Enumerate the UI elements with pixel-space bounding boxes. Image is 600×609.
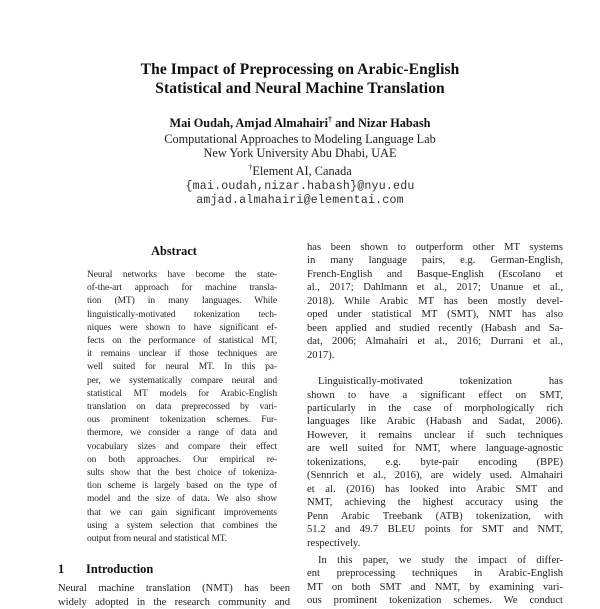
- section-heading-introduction: [58, 562, 290, 577]
- paper-title: [0, 60, 600, 98]
- body-text-line: in many language pairs, e.g. German-English,: [307, 255, 563, 267]
- body-text-line: NMT, achieving the highest accuracy using the: [307, 497, 563, 509]
- abstract-text-line: vocabulary sizes and compare their effect: [87, 441, 277, 452]
- body-text-line: Linguistically-motivated tokenization has: [318, 376, 563, 388]
- body-text-line: 51.2 and 49.7 BLEU points for SMT and NMT,: [307, 524, 563, 536]
- abstract-text-line: linguistically-motivated tokenization tech-: [87, 309, 277, 320]
- body-text-line: al., 2017; Dahlmann et al., 2017; Unanue et al.,: [307, 282, 563, 294]
- body-text-line: particularly in the case of morphologically rich: [307, 402, 563, 414]
- body-paragraph-1: [307, 241, 563, 362]
- author-names: Mai Oudah, Amjad Almahairi: [169, 116, 328, 131]
- abstract-text-line: per, we systematically compare neural and: [87, 375, 277, 386]
- body-paragraph-3: [307, 554, 563, 608]
- abstract-text-line: statistical MT models for Arabic-English: [87, 388, 277, 399]
- body-text-line: 2017).: [307, 349, 335, 361]
- body-text-line: oped under statistical MT (SMT), NMT has also: [307, 309, 563, 321]
- email-nyu: {mai.oudah,nizar.habash}@nyu.edu: [185, 180, 415, 194]
- body-text-line: tokenizations, e.g. byte-pair encoding (BPE): [307, 456, 563, 468]
- body-text-line: are well suited for NMT, where language-agnostic: [307, 443, 563, 455]
- affiliation-element-ai-text: Element AI, Canada: [252, 163, 352, 178]
- body-text-line: ent preprocessing techniques in Arabic-English: [307, 568, 563, 580]
- body-text-line: Penn Arabic Treebank (ATB) tokenization, with: [307, 510, 563, 522]
- body-text-line: widely adopted in the research community and: [58, 596, 290, 608]
- left-column: [58, 241, 290, 609]
- abstract-text-line: Neural networks have become the state-: [87, 270, 277, 280]
- abstract-body: [87, 269, 277, 546]
- affiliation-element-ai: [0, 161, 600, 178]
- abstract-text-line: of-the-art approach for machine transla-: [87, 283, 277, 294]
- affiliation-university: New York University Abu Dhabi, UAE: [203, 146, 397, 161]
- body-text-line: In this paper, we study the impact of differ-: [318, 554, 563, 566]
- abstract-text-line: thermore, we consider a range of data and: [87, 428, 277, 439]
- body-text-line: Neural machine translation (NMT) has been: [58, 583, 290, 595]
- abstract-text-line: tion scheme is largely based on the type of: [87, 481, 277, 492]
- email-elementai: amjad.almahairi@elementai.com: [196, 194, 404, 208]
- body-text-line: (Sennrich et al., 2016), are widely used. Almahairi: [307, 470, 563, 482]
- body-text-line: MT on both SMT and NMT, by examining vari-: [307, 581, 563, 593]
- abstract-text-line: it remains unclear if those techniques are: [87, 349, 277, 360]
- body-text-line: respectively.: [307, 537, 361, 549]
- body-text-line: languages like Arabic (Habash and Sadat, 2006).: [307, 416, 563, 428]
- abstract-text-line: model and the size of data. We also show: [87, 494, 277, 505]
- body-text-line: French-English and Basque-English (Escolano et: [307, 268, 563, 280]
- abstract-text-line: output from neural and statistical MT.: [87, 534, 228, 545]
- body-text-line: ous prominent tokenization schemes. We conduct: [307, 595, 563, 607]
- right-column: [307, 241, 563, 608]
- abstract-text-line: fects on the performance of statistical MT,: [87, 336, 277, 347]
- body-text-line: shown to have a significant effect on SMT,: [307, 389, 563, 401]
- abstract-text-line: niques were shown to have significant ef-: [87, 322, 277, 333]
- body-text-line: However, it remains unclear if such techniques: [307, 429, 563, 441]
- abstract-text-line: that we can gain significant improvements: [87, 507, 277, 518]
- section-number: 1: [58, 562, 65, 577]
- body-text-line: has been shown to outperform other MT systems: [307, 242, 563, 253]
- introduction-paragraph: [58, 582, 290, 609]
- abstract-text-line: tion (MT) in many languages. While: [87, 296, 277, 307]
- abstract-text-line: on both approaches. Our empirical re-: [87, 454, 277, 465]
- emails-block: [0, 180, 600, 208]
- body-paragraph-2: [307, 375, 563, 550]
- abstract-heading: Abstract: [151, 244, 197, 258]
- affiliations-block: [0, 132, 600, 178]
- authors-line: [0, 115, 600, 131]
- abstract-text-line: translation on data preprecossed by vari-: [87, 402, 277, 413]
- abstract-text-line: well suited for neural MT. In this pa-: [87, 362, 277, 373]
- section-title: Introduction: [86, 562, 154, 577]
- abstract-text-line: using a system selection that combines the: [87, 520, 277, 531]
- abstract-text-line: ous prominent tokenization schemes. Fur-: [87, 415, 277, 426]
- author-names-cont: and Nizar Habash: [332, 116, 431, 131]
- body-text-line: 2018). While Arabic MT has been mostly devel-: [307, 295, 563, 307]
- affiliation-dagger-mark: †: [248, 162, 253, 172]
- paper-title-line1: The Impact of Preprocessing on Arabic-English: [140, 61, 460, 78]
- author-dagger-mark: †: [328, 115, 332, 124]
- affiliation-lab: Computational Approaches to Modeling Language Lab: [164, 132, 436, 147]
- paper-header: [0, 60, 600, 208]
- body-text-line: dat, 2006; Almahairi et al., 2016; Durrani et al.,: [307, 336, 563, 348]
- body-text-line: been applied and studied recently (Habash and Sa-: [307, 322, 563, 334]
- paper-title-line2: Statistical and Neural Machine Translation: [155, 80, 445, 97]
- abstract-text-line: sults show that the best choice of tokeniza-: [87, 468, 277, 479]
- body-text-line: et al. (2016) has looked into Arabic SMT and: [307, 483, 563, 495]
